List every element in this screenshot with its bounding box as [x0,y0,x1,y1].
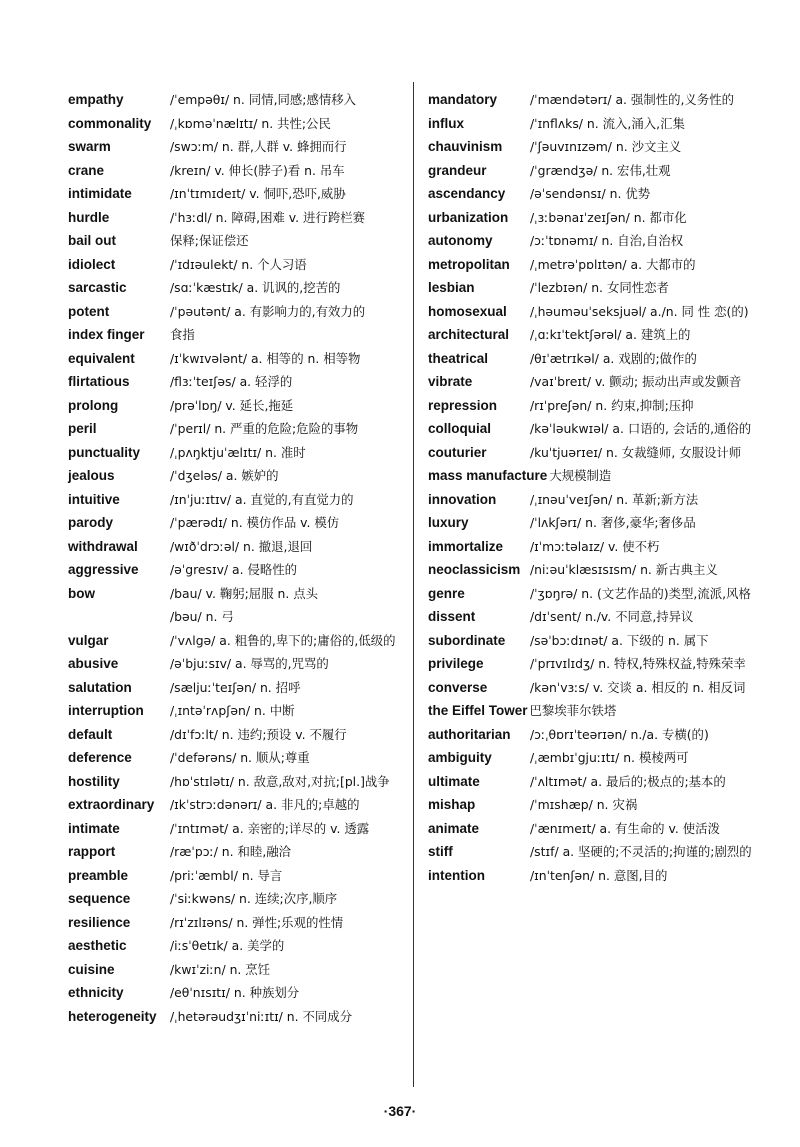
entry-headword: intimate [68,820,120,836]
dictionary-entry [68,701,400,720]
entry-definition: /səˈbɔːdɪnət/ a. 下级的 n. 属下 [530,632,709,648]
dictionary-entry [428,443,758,462]
entry-headword: abusive [68,656,119,671]
entry-headword: sarcastic [68,280,127,295]
dictionary-entry [428,90,758,109]
entry-headword: commonality [68,115,152,131]
entry-headword: punctuality [68,444,141,460]
entry-headword: aggressive [68,562,139,577]
entry-headword: privilege [428,656,484,671]
entry-headword: immortalize [428,538,504,554]
entry-definition: /ˈpəutənt/ a. 有影响力的,有效力的 [170,303,366,319]
dictionary-entry [428,255,758,274]
entry-headword: influx [428,115,464,131]
entry-headword: mishap [428,797,476,812]
entry-definition: /ræˈpɔː/ n. 和睦,融洽 [170,844,292,859]
dictionary-entry [428,654,758,673]
dictionary-entry [68,936,400,955]
entry-headword: urbanization [428,209,509,225]
dictionary-entry [428,725,758,744]
entry-headword: ethnicity [68,985,124,1000]
entry-headword: heterogeneity [68,1008,157,1024]
entry-definition: /ˈɪdɪəulekt/ n. 个人习语 [170,256,307,272]
dictionary-entry [68,278,400,297]
entry-headword: ultimate [428,773,480,789]
entry-headword: mass manufacture [428,468,548,483]
dictionary-entry [428,842,758,861]
dictionary-entry [68,302,400,321]
dictionary-entry [428,302,758,321]
entry-headword: ambiguity [428,750,492,765]
dictionary-entry [428,208,758,227]
entry-headword: mandatory [428,92,498,107]
entry-headword: aesthetic [68,938,127,953]
entry-headword: potent [68,303,110,319]
entry-definition: 大规模制造 [549,468,612,483]
dictionary-entry [68,607,400,626]
entry-definition: /ˈʃəuvɪnɪzəm/ n. 沙文主义 [530,139,682,154]
entry-definition: /ˈdʒeləs/ a. 嫉妒的 [170,468,279,483]
entry-headword: luxury [428,515,469,530]
entry-definition: /ɪnˈtenʃən/ n. 意图,目的 [530,867,668,883]
dictionary-entry [428,349,758,368]
entry-definition: /ˈʒɒŋrə/ n. (文艺作品的)类型,流派,风格 [530,585,751,601]
entry-definition: /ˌhetərəudʒɪˈniːɪtɪ/ n. 不同成分 [170,1008,353,1024]
entry-definition: /ˈlezbɪən/ n. 女同性恋者 [530,280,669,295]
dictionary-entry [428,419,758,438]
entry-headword: deference [68,750,132,765]
entry-headword: subordinate [428,632,506,648]
entry-definition: /ˌpʌŋktjuˈælɪtɪ/ n. 准时 [170,444,306,460]
entry-definition: /ˈdefərəns/ n. 顺从;尊重 [170,750,310,765]
entry-headword: metropolitan [428,256,510,272]
entry-definition: /kənˈvɜːs/ v. 交谈 a. 相反的 n. 相反词 [530,679,746,695]
entry-headword: homosexual [428,303,507,319]
entry-definition: /ˈɪnflʌks/ n. 流入,涌入,汇集 [530,115,685,131]
dictionary-entry [428,584,758,603]
entry-headword: architectural [428,327,510,342]
entry-headword: colloquial [428,421,492,436]
entry-definition: /ˈgrændʒə/ n. 宏伟,壮观 [530,162,671,178]
entry-definition: /ˌkɒməˈnælɪtɪ/ n. 共性;公民 [170,115,331,131]
dictionary-entry [68,513,400,532]
dictionary-entry [68,889,400,908]
dictionary-entry [68,443,400,462]
right-column [428,90,758,889]
dictionary-entry [68,231,400,250]
entry-definition: /ˌɑːkɪˈtektʃərəl/ a. 建筑上的 [530,327,691,342]
entry-definition: /ˈmændətərɪ/ a. 强制性的,义务性的 [530,92,734,107]
entry-definition: 食指 [170,327,195,342]
entry-headword: preamble [68,867,129,883]
entry-definition: /vaɪˈbreɪt/ v. 颤动; 振动出声或发颤音 [530,374,742,389]
entry-headword: peril [68,421,97,436]
page-number: ·367· [383,1103,417,1119]
entry-definition: /ˈhɜːdl/ n. 障碍,困难 v. 进行跨栏赛 [170,209,365,225]
dictionary-entry [428,396,758,415]
entry-definition: /eθˈnɪsɪtɪ/ n. 种族划分 [170,985,300,1000]
entry-headword: vulgar [68,632,109,648]
entry-definition: /hɒˈstɪlətɪ/ n. 敌意,敌对,对抗;[pl.]战争 [170,773,390,789]
dictionary-entry [428,513,758,532]
entry-definition: /kreɪn/ v. 伸长(脖子)看 n. 吊车 [170,162,345,178]
dictionary-entry [428,137,758,156]
entry-definition: /ˈempəθɪ/ n. 同情,同感;感情移入 [170,92,357,107]
entry-definition: /ˈmɪshæp/ n. 灾祸 [530,797,638,812]
entry-definition: /ˈvʌlgə/ a. 粗鲁的,卑下的;庸俗的,低级的 [170,632,396,648]
entry-definition: /ɔːˈtɒnəmɪ/ n. 自治,自治权 [530,233,684,248]
entry-definition: /ɪˈmɔːtəlaɪz/ v. 使不朽 [530,538,660,554]
dictionary-entry [68,983,400,1002]
entry-definition: /bau/ v. 鞠躬;屈服 n. 点头 [170,585,319,601]
entry-definition: /flɜːˈteɪʃəs/ a. 轻浮的 [170,374,293,389]
entry-headword: sequence [68,891,131,906]
dictionary-entry [428,490,758,509]
entry-headword: ascendancy [428,186,506,201]
entry-definition: /ˈlʌkʃərɪ/ n. 奢侈,豪华;奢侈品 [530,515,696,530]
entry-headword: intuitive [68,491,120,507]
entry-headword: animate [428,820,480,836]
dictionary-entry [68,372,400,391]
dictionary-entry [428,866,758,885]
entry-definition: /rɪˈpreʃən/ n. 约束,抑制;压抑 [530,397,694,413]
entry-definition: /ˌɪnəuˈveɪʃən/ n. 革新;新方法 [530,491,699,507]
entry-definition: /sɑːˈkæstɪk/ a. 讥讽的,挖苦的 [170,280,341,295]
entry-definition: /dɪˈsent/ n./v. 不同意,持异议 [530,609,694,624]
entry-definition: /ɪnˈjuːɪtɪv/ a. 直觉的,有直觉力的 [170,491,354,507]
entry-definition: /θɪˈætrɪkəl/ a. 戏剧的;做作的 [530,350,697,366]
entry-definition: /stɪf/ a. 坚硬的;不灵活的;拘谨的;剧烈的 [530,844,752,859]
entry-headword: salutation [68,679,132,695]
dictionary-entry [428,748,758,767]
dictionary-entry [68,631,400,650]
dictionary-entry [68,137,400,156]
entry-headword: hurdle [68,209,110,225]
dictionary-entry [68,960,400,979]
dictionary-entry [68,654,400,673]
dictionary-entry [68,161,400,180]
dictionary-entry [428,560,758,579]
dictionary-entry [68,396,400,415]
entry-definition: /ˌæmbɪˈgjuːɪtɪ/ n. 模棱两可 [530,750,689,765]
entry-definition: /swɔːm/ n. 群,人群 v. 蜂拥而行 [170,139,347,154]
entry-definition: /sæljuːˈteɪʃən/ n. 招呼 [170,679,301,695]
entry-definition: /ˈænɪmeɪt/ a. 有生命的 v. 使活泼 [530,820,720,836]
dictionary-entry [68,537,400,556]
entry-headword: intention [428,867,485,883]
entry-headword: dissent [428,609,476,624]
entry-headword: hostility [68,773,120,789]
entry-headword: converse [428,679,488,695]
entry-headword: rapport [68,844,116,859]
entry-headword: repression [428,397,498,413]
entry-headword: equivalent [68,350,135,366]
dictionary-entry [68,842,400,861]
entry-headword: cuisine [68,961,115,977]
entry-headword: resilience [68,914,131,930]
dictionary-entry [68,114,400,133]
dictionary-entry [428,819,758,838]
entry-headword: stiff [428,844,453,859]
entry-definition: /ˌhəuməuˈseksjuəl/ a./n. 同 性 恋(的) [530,303,749,319]
entry-headword: idiolect [68,256,116,272]
dictionary-entry [428,231,758,250]
entry-definition: /ɔːˌθɒrɪˈteərɪən/ n./a. 专横(的) [530,726,709,742]
dictionary-entry [68,184,400,203]
entry-headword: withdrawal [68,538,138,554]
dictionary-entry [428,537,758,556]
dictionary-entry [428,161,758,180]
entry-definition: /ɪkˈstrɔːdənərɪ/ a. 非凡的;卓越的 [170,797,360,812]
column-divider [413,82,414,1087]
dictionary-entry [68,748,400,767]
entry-definition: /wɪðˈdrɔːəl/ n. 撤退,退回 [170,538,313,554]
entry-headword: default [68,726,113,742]
entry-definition: /priːˈæmbl/ n. 导言 [170,867,283,883]
dictionary-entry [68,490,400,509]
dictionary-entry [428,772,758,791]
entry-definition: /ˈɪntɪmət/ a. 亲密的;详尽的 v. 透露 [170,820,370,836]
entry-headword: interruption [68,703,144,718]
entry-definition: /niːəuˈklæsɪsɪsm/ n. 新古典主义 [530,562,718,577]
dictionary-entry [428,278,758,297]
entry-headword: crane [68,162,105,178]
dictionary-entry [68,1007,400,1026]
entry-definition: 巴黎埃菲尔铁塔 [529,703,617,718]
entry-definition: /ˈperɪl/ n. 严重的危险;危险的事物 [170,421,359,436]
entry-headword: authoritarian [428,726,511,742]
dictionary-entry [68,584,400,603]
entry-definition: /prəˈlɒŋ/ v. 延长,拖延 [170,397,294,413]
dictionary-entry [68,255,400,274]
entry-headword: jealous [68,468,115,483]
dictionary-entry [68,325,400,344]
entry-headword: parody [68,515,114,530]
entry-definition: /əˈsendənsɪ/ n. 优势 [530,186,651,201]
entry-headword: chauvinism [428,139,503,154]
entry-headword: lesbian [428,280,475,295]
dictionary-entry [68,913,400,932]
entry-definition: /bəu/ n. 弓 [170,609,234,624]
dictionary-entry [68,795,400,814]
entry-headword: neoclassicism [428,562,521,577]
entry-definition: /ˈsiːkwəns/ n. 连续;次序,顺序 [170,891,338,906]
dictionary-entry [428,466,758,485]
entry-definition: /ˌmetrəˈpɒlɪtən/ a. 大都市的 [530,256,696,272]
entry-headword: extraordinary [68,797,155,812]
dictionary-entry [428,678,758,697]
dictionary-entry [68,90,400,109]
entry-headword: genre [428,585,465,601]
dictionary-entry [428,607,758,626]
dictionary-entry [428,114,758,133]
entry-headword: couturier [428,444,487,460]
entry-headword: bow [68,585,95,601]
entry-definition: /iːsˈθetɪk/ a. 美学的 [170,938,285,953]
entry-headword: swarm [68,139,111,154]
entry-definition: /ˌɜːbənaɪˈzeɪʃən/ n. 都市化 [530,209,687,225]
dictionary-entry [68,349,400,368]
entry-headword: bail out [68,233,116,248]
dictionary-entry [68,725,400,744]
left-column [68,90,400,1030]
dictionary-entry [428,631,758,650]
entry-headword: the Eiffel Tower [428,703,528,718]
dictionary-entry [68,208,400,227]
dictionary-entry [428,184,758,203]
dictionary-entry [68,819,400,838]
entry-headword: prolong [68,397,119,413]
dictionary-entry [68,419,400,438]
entry-definition: /kəˈləukwɪəl/ a. 口语的, 会话的,通俗的 [530,421,752,436]
entry-headword: empathy [68,92,124,107]
entry-headword: theatrical [428,350,489,366]
dictionary-entry [428,795,758,814]
entry-definition: /əˈbjuːsɪv/ a. 辱骂的,咒骂的 [170,656,329,671]
entry-definition: /rɪˈzɪlɪəns/ n. 弹性;乐观的性情 [170,914,344,930]
entry-definition: /ɪnˈtɪmɪdeɪt/ v. 恫吓,恐吓,威胁 [170,186,346,201]
dictionary-entry [68,866,400,885]
entry-definition: /ɪˈkwɪvələnt/ a. 相等的 n. 相等物 [170,350,361,366]
entry-definition: /kuˈtjuərɪeɪ/ n. 女裁缝师, 女服设计师 [530,444,742,460]
entry-definition: /kwɪˈziːn/ n. 烹饪 [170,961,271,977]
entry-headword: grandeur [428,162,487,178]
dictionary-entry [68,466,400,485]
entry-headword: flirtatious [68,374,130,389]
entry-definition: /ˈpærədɪ/ n. 模仿作品 v. 模仿 [170,515,340,530]
dictionary-entry [68,772,400,791]
entry-definition: /əˈgresɪv/ a. 侵略性的 [170,562,298,577]
entry-definition: /ˌɪntəˈrʌpʃən/ n. 中断 [170,703,295,718]
entry-headword: innovation [428,491,497,507]
entry-definition: /ˈʌltɪmət/ a. 最后的;极点的;基本的 [530,773,726,789]
entry-definition: 保释;保证偿还 [170,233,249,248]
entry-definition: /ˈprɪvɪlɪdʒ/ n. 特权,特殊权益,特殊荣幸 [530,656,746,671]
entry-headword: index finger [68,327,145,342]
entry-headword: vibrate [428,374,473,389]
entry-headword: autonomy [428,233,493,248]
entry-headword: intimidate [68,186,132,201]
dictionary-entry [68,678,400,697]
dictionary-entry [68,560,400,579]
dictionary-entry [428,325,758,344]
dictionary-entry [428,701,758,720]
dictionary-entry [428,372,758,391]
entry-definition: /dɪˈfɔːlt/ n. 违约;预设 v. 不履行 [170,726,347,742]
